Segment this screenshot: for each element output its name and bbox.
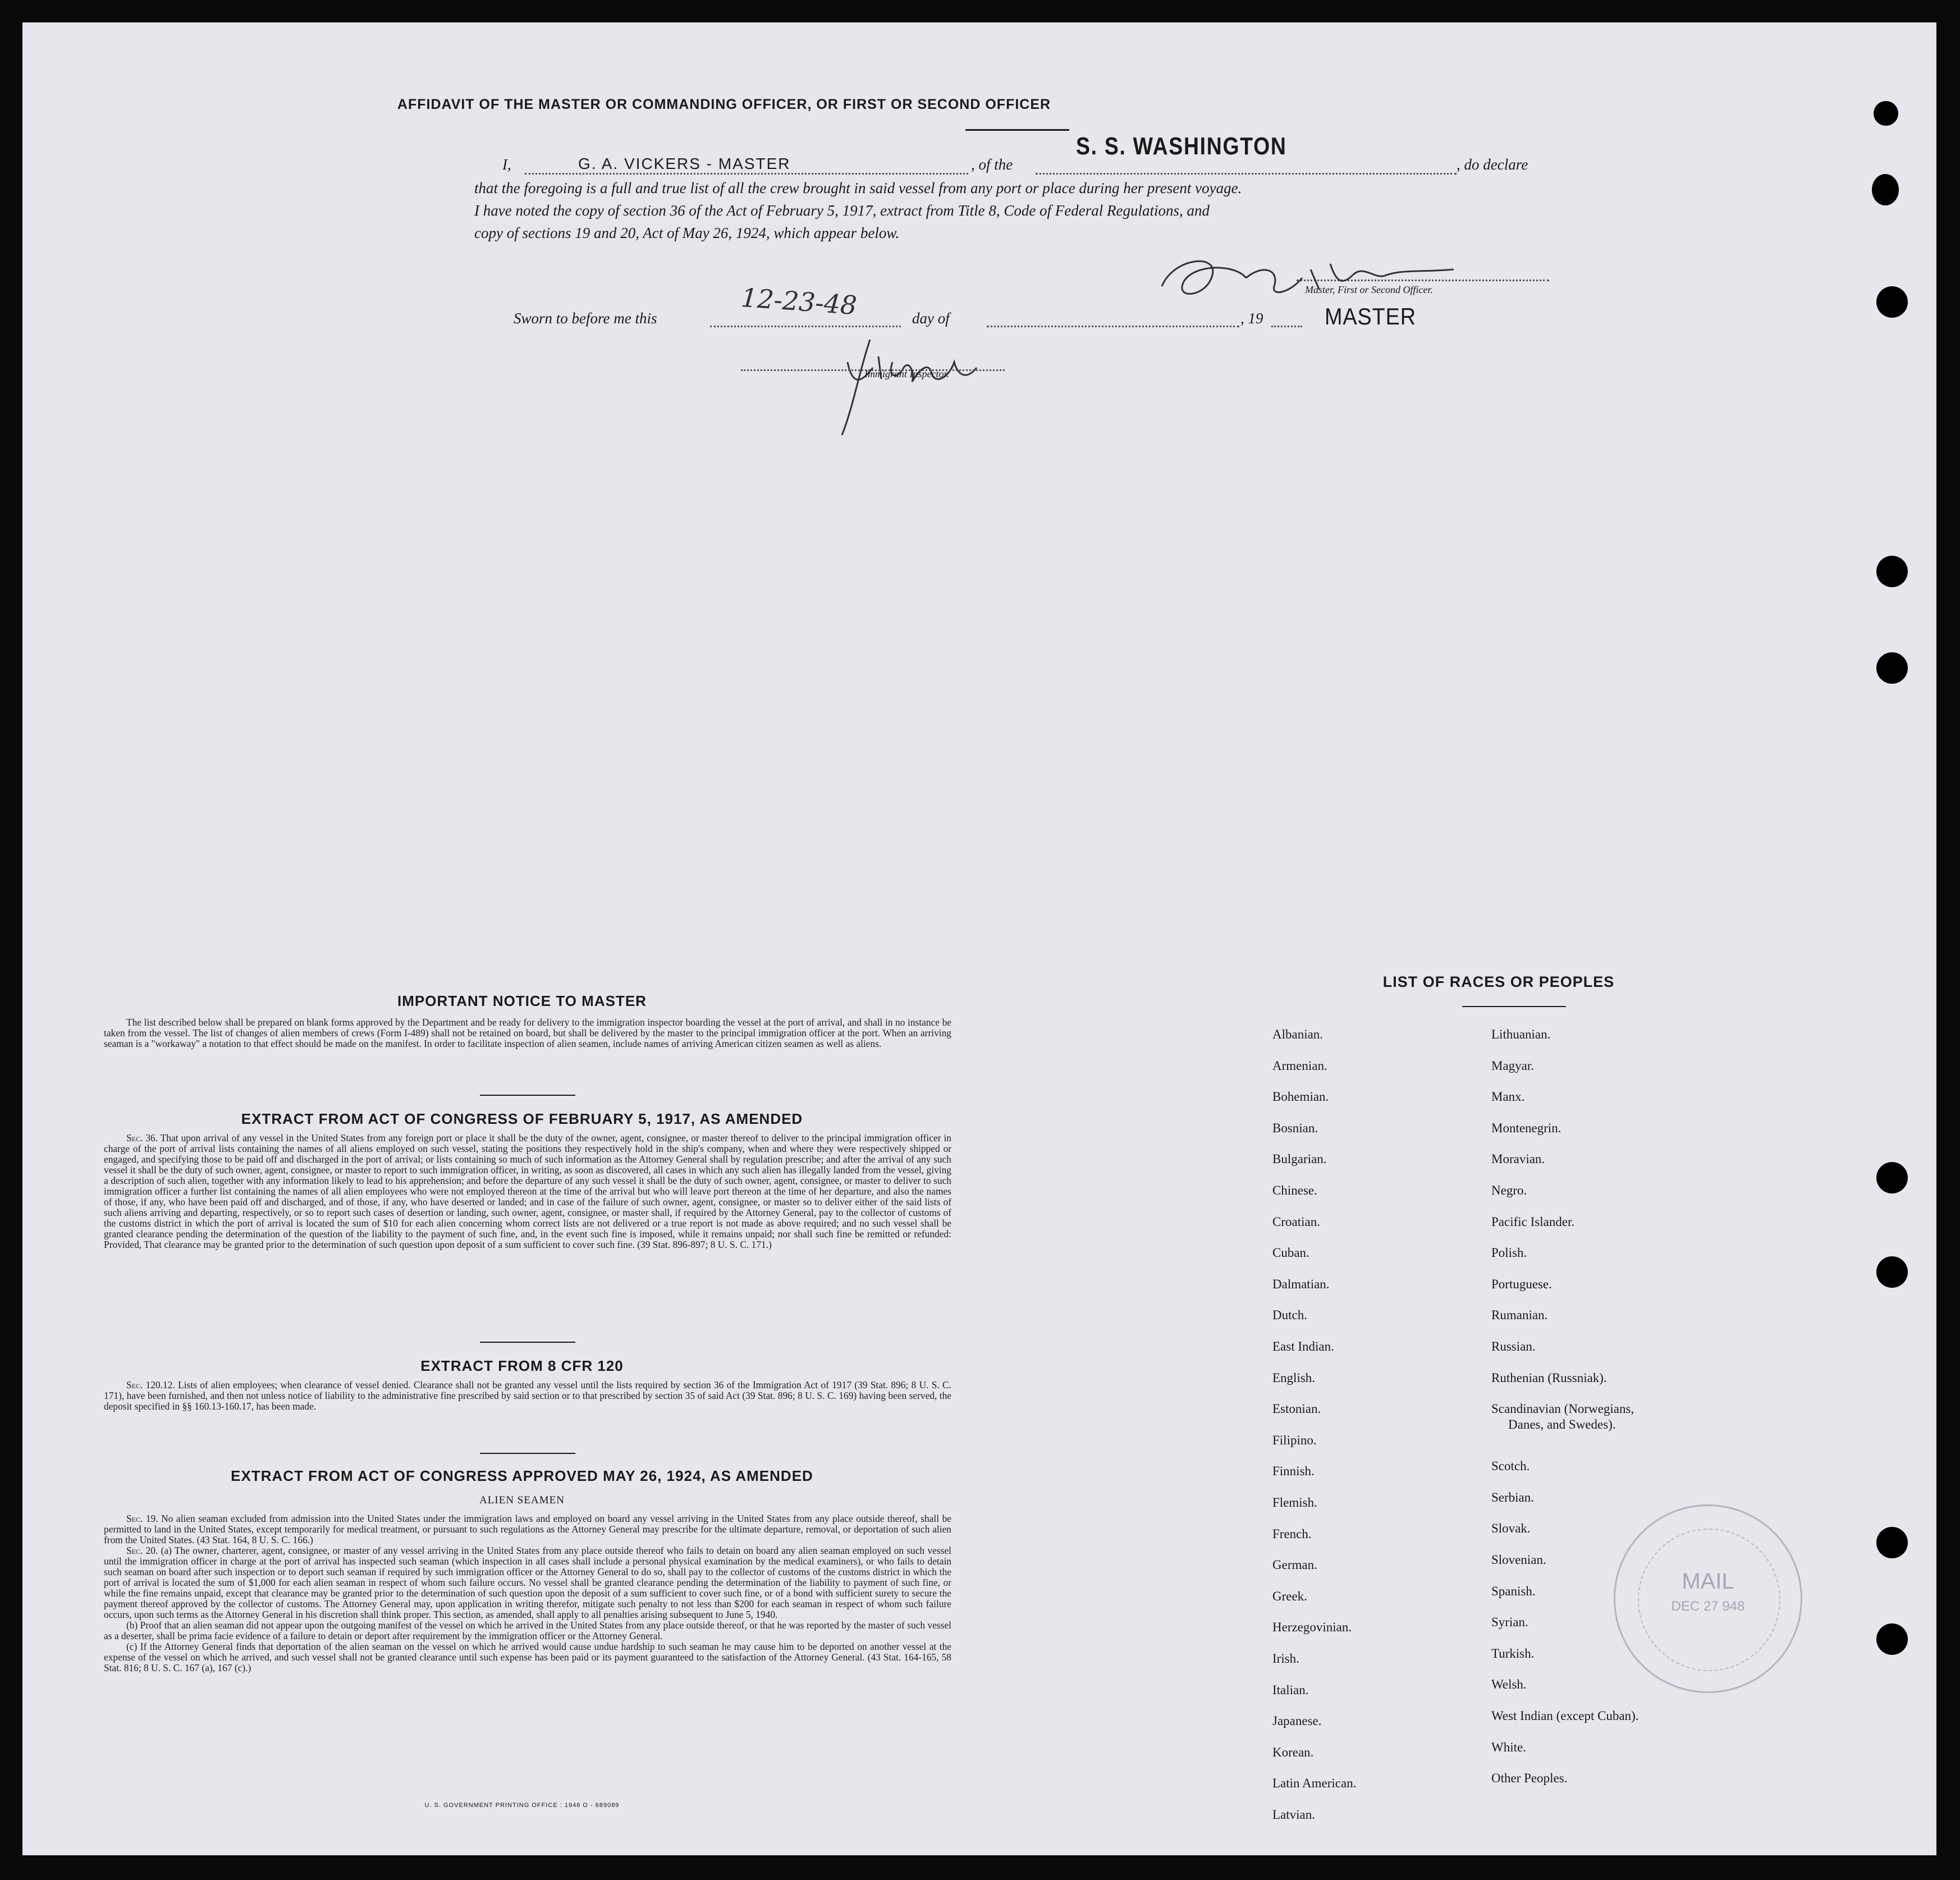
race-item: Magyar.	[1491, 1058, 1535, 1073]
punch-hole	[1876, 1623, 1908, 1655]
year-prefix: , 19	[1240, 310, 1263, 327]
ship-name: S. S. WASHINGTON	[1076, 132, 1287, 160]
race-item: Finnish.	[1272, 1464, 1315, 1479]
punch-hole	[1876, 556, 1908, 587]
ship-field-line	[1036, 173, 1457, 175]
race-item: Estonian.	[1272, 1402, 1321, 1416]
extract-8cfr-rule	[480, 1453, 575, 1454]
sworn-date: 12-23-48	[740, 282, 858, 321]
race-item: Latvian.	[1272, 1808, 1315, 1822]
race-item: Croatian.	[1272, 1214, 1320, 1229]
extract-8cfr-title: EXTRACT FROM 8 CFR 120	[420, 1357, 624, 1374]
race-item: Latin American.	[1272, 1776, 1357, 1791]
punch-hole	[1876, 1162, 1908, 1193]
section-20b-text: (b) Proof that an alien seaman did not appear upon the outgoing manifest of the vessel on which he arrived in the United States from any place outside thereof, or that he was reported by the master of such vessel as a deserter, shall be prima facie evidence of a failure to detain or deport after requirement by the immigration officer or the Attorney General.	[104, 1620, 951, 1641]
affidavit-pronoun: I,	[502, 156, 511, 173]
section-120-label: Sec. 120.12.	[126, 1379, 175, 1390]
master-stamp: MASTER	[1325, 303, 1416, 330]
race-item: Manx.	[1491, 1090, 1525, 1104]
race-item: Lithuanian.	[1491, 1027, 1551, 1041]
extract-1924-title: EXTRACT FROM ACT OF CONGRESS APPROVED MAY 26, 1924, AS AMENDED	[231, 1467, 813, 1484]
race-item: White.	[1491, 1740, 1526, 1754]
month-field-line	[987, 326, 1239, 327]
race-item: English.	[1272, 1370, 1316, 1385]
affidavit-line-2: that the foregoing is a full and true list of all the crew brought in said vessel from any port or place during her present voyage.	[474, 180, 1242, 196]
punch-hole	[1876, 1527, 1908, 1558]
printing-office-imprint: U. S. GOVERNMENT PRINTING OFFICE : 1946 O - 689089	[424, 1802, 620, 1809]
master-signature	[1151, 247, 1465, 309]
do-declare-label: , do declare	[1457, 156, 1528, 173]
mail-postmark	[1614, 1504, 1802, 1693]
sworn-date-line	[710, 326, 901, 327]
inspector-caption: Immigrant Inspector.	[864, 368, 949, 379]
race-item: Armenian.	[1272, 1058, 1327, 1073]
affidavit-title: AFFIDAVIT OF THE MASTER OR COMMANDING OFFICER, OR FIRST OR SECOND OFFICER	[397, 97, 1051, 112]
race-item: East Indian.	[1272, 1339, 1334, 1353]
race-item: Dutch.	[1272, 1308, 1307, 1323]
race-item: Montenegrin.	[1491, 1120, 1561, 1135]
day-of-label: day of	[912, 310, 950, 327]
race-item: Bohemian.	[1272, 1090, 1329, 1104]
postmark-date: DEC 27 948	[1671, 1599, 1745, 1614]
document-page	[22, 22, 1936, 1855]
race-item: Scotch.	[1491, 1459, 1530, 1474]
race-item: Filipino.	[1272, 1433, 1317, 1447]
race-item: Herzegovinian.	[1272, 1620, 1352, 1635]
race-item: Rumanian.	[1491, 1308, 1548, 1323]
punch-hole	[1872, 174, 1899, 205]
race-item: Flemish.	[1272, 1495, 1317, 1510]
race-item: Other Peoples.	[1491, 1771, 1568, 1786]
race-item: Russian.	[1491, 1339, 1536, 1353]
race-item: Japanese.	[1272, 1714, 1322, 1728]
punch-hole	[1876, 652, 1908, 684]
notice-title: IMPORTANT NOTICE TO MASTER	[397, 992, 647, 1009]
race-item: Ruthenian (Russniak).	[1491, 1370, 1607, 1385]
race-item: Bulgarian.	[1272, 1152, 1327, 1167]
race-item: Albanian.	[1272, 1027, 1324, 1041]
race-item: Korean.	[1272, 1745, 1314, 1759]
race-item: Moravian.	[1491, 1152, 1545, 1167]
title-rule	[965, 129, 1069, 131]
section-36-label: Sec. 36.	[126, 1132, 158, 1143]
notice-body	[104, 1017, 951, 1049]
section-20c-text: (c) If the Attorney General finds that deportation of the alien seaman on the vessel on which he arrived would cause undue hardship to such seaman he may cause him to be deported on another vessel at the expense of the vessel on which he arrived, and such vessel shall not be granted clearance until such expense has been paid or its payment guaranteed to the satisfaction of the Attorney General. (43 Stat. 164-165, 58 Stat. 816; 8 U. S. C. 167 (a), 167 (c).)	[104, 1641, 951, 1673]
race-item: Chinese.	[1272, 1183, 1317, 1197]
signer-caption: Master, First or Second Officer.	[1305, 284, 1433, 295]
race-item: Greek.	[1272, 1589, 1307, 1603]
year-field-line	[1271, 326, 1302, 327]
race-item: Italian.	[1272, 1682, 1309, 1697]
race-item: Dalmatian.	[1272, 1277, 1330, 1291]
race-item: Danes, and Swedes).	[1508, 1417, 1616, 1432]
notice-text: The list described below shall be prepared on blank forms approved by the Department and be ready for delivery to the immigration inspector boarding the vessel at the port of arrival, and shall in no instance be taken from the vessel. The list of changes of alien members of crews (Form I-489) shall not be retained on board, but shall be delivered by the master to the principal immigration officer at the port. When an arriving seaman is a "workaway" a notation to that effect should be made on the manifest. In order to facilitate inspection of alien seamen, include names of arriving American citizen seamen as well as aliens.	[104, 1017, 951, 1049]
races-title: LIST OF RACES OR PEOPLES	[1382, 973, 1615, 990]
race-item: Welsh.	[1491, 1677, 1527, 1692]
punch-hole	[1876, 1256, 1908, 1288]
race-item: Scandinavian (Norwegians,	[1491, 1402, 1634, 1416]
race-item: Negro.	[1491, 1183, 1527, 1197]
races-rule	[1462, 1006, 1566, 1007]
race-item: Syrian.	[1491, 1615, 1528, 1630]
race-item: West Indian (except Cuban).	[1491, 1709, 1639, 1723]
master-name: G. A. VICKERS - MASTER	[578, 155, 791, 172]
race-item: Pacific Islander.	[1491, 1214, 1575, 1229]
affidavit-line-4: copy of sections 19 and 20, Act of May 26, 1924, which appear below.	[474, 225, 900, 241]
race-item: Slovak.	[1491, 1521, 1531, 1536]
race-item: Polish.	[1491, 1246, 1527, 1260]
extract-1917-rule	[480, 1342, 575, 1343]
race-item: Bosnian.	[1272, 1120, 1318, 1135]
alien-seamen-subtitle: ALIEN SEAMEN	[479, 1494, 565, 1506]
race-item: Serbian.	[1491, 1490, 1535, 1504]
section-20-label: Sec. 20.	[126, 1545, 158, 1556]
sworn-label: Sworn to before me this	[514, 310, 657, 327]
race-item: Portuguese.	[1491, 1277, 1552, 1291]
inspector-signature	[831, 328, 1022, 441]
race-item: Cuban.	[1272, 1246, 1309, 1260]
section-20a-text: (a) The owner, charterer, agent, consignee, or master of any vessel arriving in the United States from any place outside thereof who fails to detain on board any alien seaman employed on such vessel until the immigration officer in charge at the port of arrival has inspected such seaman (which inspection in all cases shall include a personal physical examination by the medical examiners), or who fails to detain such seaman on board after such inspection or to deport such seaman if required by such immigration officer or the Attorney General to do so, shall pay to the collector of customs of the customs district in which the port of arrival is located the sum of $1,000 for each alien seaman in respect of whom such failure occurs. No vessel shall be granted clearance pending the determination of the liability to payment of such fine, or while the fine remains unpaid, except that clearance may be granted prior to the determination of such question upon the deposit of a sum sufficient to cover such fine, or of a bond with sufficient surety to secure the payment thereof approved by the collector of customs. The Attorney General may, upon application in writing therefor, mitigate such penalty to not less than $200 for each seaman in respect of whom such failure occurs, upon such terms as the Attorney General in his discretion shall think proper. This section, as amended, shall apply to all penalties arising subsequent to June 5, 1940.	[104, 1545, 951, 1620]
extract-1924-body	[104, 1513, 951, 1673]
of-the-label: , of the	[971, 156, 1013, 173]
section-36-text: That upon arrival of any vessel in the United States from any foreign port or place it shall be the duty of the owner, agent, consignee, or master thereof to deliver to the principal immigration officer in charge of the port of arrival lists containing the names of all aliens employed on such vessel, stating the positions they respectively hold in the ship's company, when and where they were respectively shipped or engaged, and specifying those to be paid off and discharged in the port of arrival; or lists containing so much of such information as the Attorney General shall by regulation prescribe; and after the arrival of any such vessel it shall be the duty of such owner, agent, consignee, or master to report to such immigration officer, in writing, as soon as discovered, all cases in which any such alien has illegally landed from the vessel, giving a description of such alien, together with any information likely to lead to his apprehension; and before the departure of any such vessel it shall be the duty of such owner, agent, consignee, or master to deliver to such immigration officer a further list containing the names of all alien employees who were not employed thereon at the time of the arrival but who will leave port thereon at the time of her departure, and also the names of those, if any, who have been paid off and discharged, and of those, if any, who have deserted or landed; and in case of the failure of such owner, agent, consignee, or master so to deliver either of the said lists of such aliens arriving and departing, respectively, or so to report such cases of desertion or landing, such owner, agent, consignee, or master shall, if required by the Attorney General, pay to the collector of customs of the customs district in which the port of arrival is located the sum of $10 for each alien concerning whom correct lists are not delivered or a true report is not made as above required; and no such vessel shall be granted clearance pending the determination of the question of the liability to the payment of such fine, and, in the event such fine is imposed, while it remains unpaid; nor shall such fine be remitted or refunded: Provided, That clearance may be granted prior to the determination of such question upon deposit of a sum sufficient to cover such fine. (39 Stat. 896-897; 8 U. S. C. 171.)	[104, 1132, 951, 1250]
race-item: Slovenian.	[1491, 1553, 1546, 1567]
race-item: Irish.	[1272, 1652, 1299, 1666]
section-19-text: No alien seaman excluded from admission into the United States under the immigration laws and employed on board any vessel arriving in the United States from any place outside thereof, shall be permitted to land in the United States, except temporarily for medical treatment, or pursuant to such regulations as the Attorney General may prescribe for the ultimate departure, removal, or deportation of such alien from the United States. (43 Stat. 164, 8 U. S. C. 166.)	[104, 1513, 951, 1545]
extract-8cfr-body	[104, 1380, 951, 1412]
postmark-mail: MAIL	[1682, 1569, 1734, 1594]
punch-hole	[1874, 101, 1898, 126]
race-item: Turkish.	[1491, 1646, 1535, 1661]
extract-1917-body	[104, 1133, 951, 1250]
notice-rule	[480, 1095, 575, 1096]
section-120-text: Lists of alien employees; when clearance of vessel denied. Clearance shall not be granted any vessel until the lists required by section 36 of the Immigration Act of 1917 (39 Stat. 896; 8 U. S. C. 171), have been furnished, and then not unless notice of liability to the administrative fine prescribed by said section or to that prescribed by section 35 of said Act (39 Stat. 896; 8 U. S. C. 169) having been served, the deposit specified in §§ 160.13-160.17, has been made.	[104, 1379, 951, 1412]
section-19-label: Sec. 19.	[126, 1513, 158, 1524]
race-item: Spanish.	[1491, 1584, 1536, 1598]
punch-hole	[1876, 286, 1908, 318]
extract-1917-title: EXTRACT FROM ACT OF CONGRESS OF FEBRUARY 5, 1917, AS AMENDED	[241, 1110, 803, 1127]
affidavit-line-3: I have noted the copy of section 36 of the Act of February 5, 1917, extract from Title 8, Code of Federal Regulations, and	[474, 202, 1210, 219]
name-field-line	[525, 173, 968, 175]
race-item: French.	[1272, 1526, 1312, 1541]
race-item: German.	[1272, 1558, 1317, 1572]
